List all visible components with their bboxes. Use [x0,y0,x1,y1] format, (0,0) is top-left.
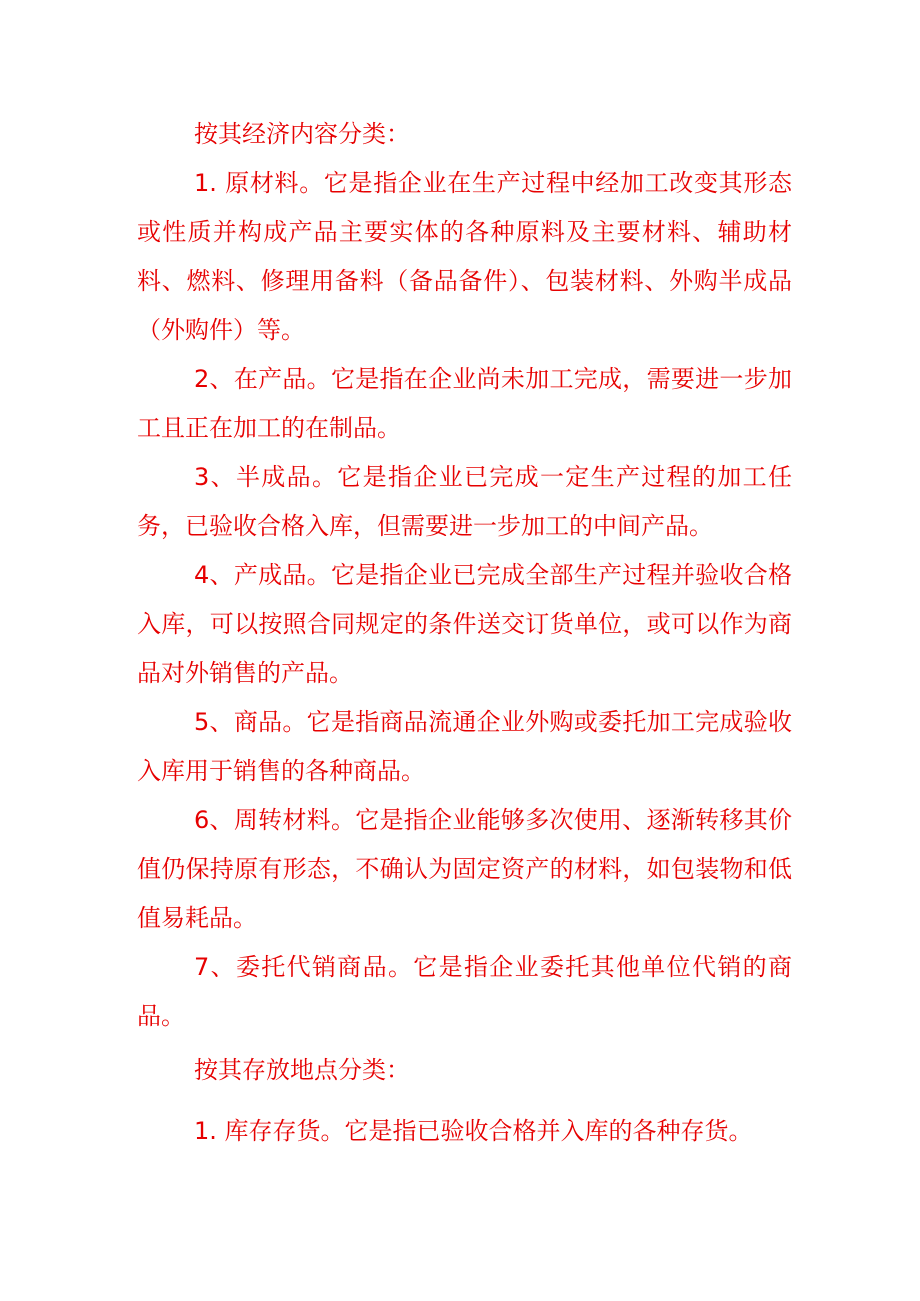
item-revolving-materials: 6、周转材料。它是指企业能够多次使用、逐渐转移其价值仍保持原有形态，不确认为固定资产的材料，如包装物和低值易耗品。 [137,806,792,932]
section-heading-economic-content: 按其经济内容分类： [194,120,410,148]
document-body [137,110,792,1156]
item-consignment-goods: 7、委托代销商品。它是指企业委托其他单位代销的商品。 [137,953,792,1030]
item-semi-finished-goods: 3、半成品。它是指企业已完成一定生产过程的加工任务，已验收合格入库，但需要进一步加工的中间产品。 [137,463,792,540]
item-finished-goods: 4、产成品。它是指企业已完成全部生产过程并验收合格入库，可以按照合同规定的条件送交订货单位，或可以作为商品对外销售的产品。 [137,561,792,687]
item-raw-materials: 1. 原材料。它是指企业在生产过程中经加工改变其形态或性质并构成产品主要实体的各种原料及主要材料、辅助材料、燃料、修理用备料（备品备件）、包装材料、外购半成品（外购件）等。 [137,169,792,344]
item-work-in-process: 2、在产品。它是指在企业尚未加工完成，需要进一步加工且正在加工的在制品。 [137,365,792,442]
item-inventory-in-stock: 1. 库存存货。它是指已验收合格并入库的各种存货。 [194,1117,753,1145]
section-heading-storage-location: 按其存放地点分类： [194,1056,410,1084]
item-merchandise: 5、商品。它是指商品流通企业外购或委托加工完成验收入库用于销售的各种商品。 [137,708,792,785]
